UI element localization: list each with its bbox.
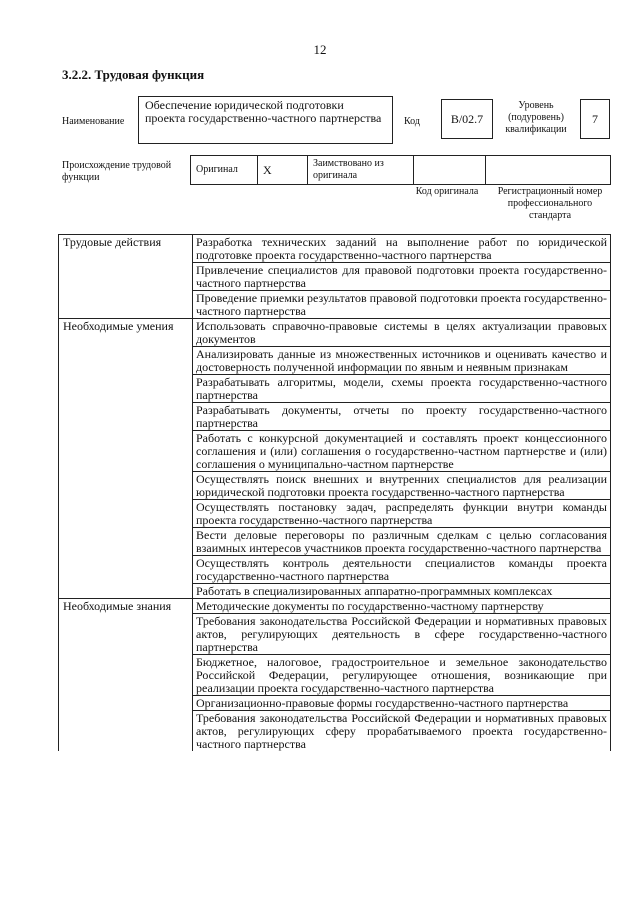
table-row xyxy=(59,599,611,614)
table-row xyxy=(59,235,611,263)
table-cell: Осуществлять контроль деятельности специалистов команды проекта государственно-частного партнерства xyxy=(193,556,611,584)
origin-row xyxy=(190,155,611,185)
qualification-level-label: Уровень (подуровень) квалификации xyxy=(505,100,567,135)
table-cell: Вести деловые переговоры по различным сделкам с целью согласования взаимных интересов участников проекта государственно-частного партнерства xyxy=(193,528,611,556)
section-title: 3.2.2. Трудовая функция xyxy=(62,67,205,82)
borrowed-label: Заимствовано из оригинала xyxy=(307,156,413,184)
table-cell: Осуществлять поиск внешних и внутренних специалистов для реализации юридической подготовки проекта государственно-частного партнерства xyxy=(193,472,611,500)
name-label: Наименование xyxy=(62,116,125,127)
table-cell: Бюджетное, налоговое, градостроительное и земельное законодательство Российской Федерации, регулирующее отношения, возникающие при реализации проекта государственно-частного партнерства xyxy=(193,655,611,696)
table-cell: Работать с конкурсной документацией и составлять проект концессионного соглашения и (или) соглашения о государственно-частном партнерстве и (или) соглашения о муниципально-частном партнерстве xyxy=(193,431,611,472)
qualification-level-value: 7 xyxy=(580,99,610,139)
original-label: Оригинал xyxy=(190,156,257,184)
section-title-knowledge: Необходимые знания xyxy=(59,599,193,752)
table-cell: Требования законодательства Российской Федерации и нормативных правовых актов, регулирующих деятельность в сфере государственно-частного партнерства xyxy=(193,614,611,655)
reg-number-cell xyxy=(485,156,611,184)
table-cell: Работать в специализированных аппаратно-программных комплексах xyxy=(193,584,611,599)
section-title-skills: Необходимые умения xyxy=(59,319,193,599)
name-value: Обеспечение юридической подготовки проекта государственно-частного партнерства xyxy=(138,96,393,144)
table-row xyxy=(59,319,611,347)
original-code-label: Код оригинала xyxy=(415,186,479,197)
table-cell: Разрабатывать алгоритмы, модели, схемы проекта государственно-частного партнерства xyxy=(193,375,611,403)
origin-label: Происхождение трудовой функции xyxy=(62,160,172,183)
table-cell: Требования законодательства Российской Федерации и нормативных правовых актов, регулирующих сферу прорабатываемого проекта государственно-частного партнерства xyxy=(193,711,611,752)
table-cell: Организационно-правовые формы государственно-частного партнерства xyxy=(193,696,611,711)
code-value: B/02.7 xyxy=(441,99,493,139)
original-code-cell xyxy=(413,156,485,184)
table-cell: Методические документы по государственно-частному партнерству xyxy=(193,599,611,614)
page-number: 12 xyxy=(313,42,327,57)
labor-function-table xyxy=(58,234,611,751)
table-cell: Анализировать данные из множественных источников и оценивать качество и достоверность полученной информации по явным и неявным признакам xyxy=(193,347,611,375)
table-cell: Привлечение специалистов для правовой подготовки проекта государственно-частного партнерства xyxy=(193,263,611,291)
reg-number-label: Регистрационный номер профессионального стандарта xyxy=(497,186,603,221)
original-mark: X xyxy=(257,156,307,184)
table-cell: Осуществлять постановку задач, распределять функции внутри команды проекта государственно-частного партнерства xyxy=(193,500,611,528)
table-cell: Проведение приемки результатов правовой подготовки проекта государственно-частного партнерства xyxy=(193,291,611,319)
table-cell: Использовать справочно-правовые системы в целях актуализации правовых документов xyxy=(193,319,611,347)
code-label: Код xyxy=(404,116,420,127)
table-cell: Разработка технических заданий на выполнение работ по юридической подготовке проекта государственно-частного партнерства xyxy=(193,235,611,263)
section-title-actions: Трудовые действия xyxy=(59,235,193,319)
table-cell: Разрабатывать документы, отчеты по проекту государственно-частного партнерства xyxy=(193,403,611,431)
